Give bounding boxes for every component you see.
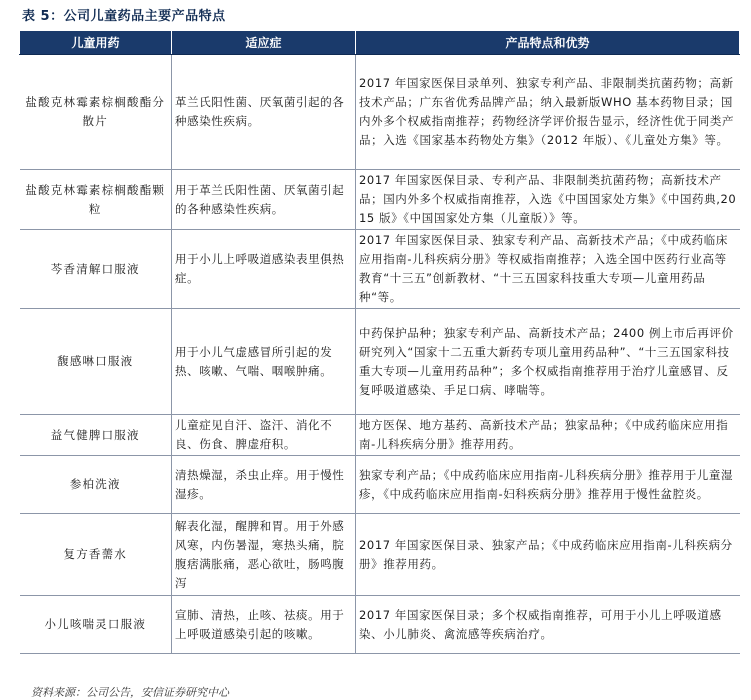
drug-name-cell: 复方香薷水	[20, 514, 172, 596]
table-row	[20, 456, 740, 514]
indication-cell: 宣肺、清热，止咳、祛痰。用于上呼吸道感染引起的咳嗽。	[172, 596, 356, 654]
features-cell: 2017 年国家医保目录、独家专利产品、高新技术产品；《中成药临床应用指南-儿科疾病分册》等权威指南推荐；入选全国中医药行业高等教育“十三五”创新教材、“十三五国家科技重大专项—儿童用药品种“等。	[356, 230, 740, 309]
table-row	[20, 415, 740, 456]
indication-cell: 解表化湿，醒脾和胃。用于外感风寒，内伤暑湿，寒热头痛，脘腹痞满胀痛，恶心欲吐，肠鸣腹泻	[172, 514, 356, 596]
drug-name-cell: 盐酸克林霉素棕榈酸酯分散片	[20, 55, 172, 170]
features-cell: 独家专利产品；《中成药临床应用指南-儿科疾病分册》推荐用于儿童湿疹，《中成药临床应用指南-妇科疾病分册》推荐用于慢性盆腔炎。	[356, 456, 740, 514]
drug-name-cell: 盐酸克林霉素棕榈酸酯颗粒	[20, 170, 172, 230]
drug-name-cell: 小儿咳喘灵口服液	[20, 596, 172, 654]
drug-name-cell: 芩香清解口服液	[20, 230, 172, 309]
header-features: 产品特点和优势	[356, 31, 740, 55]
features-cell: 2017 年国家医保目录；多个权威指南推荐，可用于小儿上呼吸道感染、小儿肺炎、禽流感等疾病治疗。	[356, 596, 740, 654]
table-header-row	[20, 31, 740, 55]
source-note: 资料来源：公司公告，安信证券研究中心	[31, 686, 229, 699]
header-indication: 适应症	[172, 31, 356, 55]
table-row	[20, 309, 740, 415]
features-cell: 中药保护品种；独家专利产品、高新技术产品；2400 例上市后再评价研究列入“国家十二五重大新药专项儿童用药品种”、“十三五国家科技重大专项—儿童用药品种”；多个权威指南推荐用于治疗儿童感冒、反复呼吸道感染、手足口病、哮喘等。	[356, 309, 740, 415]
indication-cell: 用于小儿气虚感冒所引起的发热、咳嗽、气喘、咽喉肿痛。	[172, 309, 356, 415]
indication-cell: 儿童症见自汗、盗汗、消化不良、伤食、脾虚疳积。	[172, 415, 356, 456]
product-table	[19, 30, 740, 654]
indication-cell: 用于小儿上呼吸道感染表里俱热症。	[172, 230, 356, 309]
features-cell: 2017 年国家医保目录单列、独家专利产品、非限制类抗菌药物；高新技术产品；广东省优秀品牌产品；纳入最新版WHO 基本药物目录；国内外多个权威指南推荐；药物经济学评价报告显示，经济性优于同类产品；入选《国家基本药物处方集》（2012 年版）、《儿童处方集》等。	[356, 55, 740, 170]
indication-cell: 用于革兰氏阳性菌、厌氧菌引起的各种感染性疾病。	[172, 170, 356, 230]
features-cell: 地方医保、地方基药、高新技术产品；独家品种；《中成药临床应用指南-儿科疾病分册》推荐用药。	[356, 415, 740, 456]
table-row	[20, 514, 740, 596]
features-cell: 2017 年国家医保目录、专利产品、非限制类抗菌药物；高新技术产品；国内外多个权威指南推荐，入选《中国国家处方集》《中国药典,2015 版》《中国国家处方集（儿童版）》等。	[356, 170, 740, 230]
header-drug: 儿童用药	[20, 31, 172, 55]
indication-cell: 清热燥湿，杀虫止痒。用于慢性湿疹。	[172, 456, 356, 514]
table-row	[20, 596, 740, 654]
indication-cell: 革兰氏阳性菌、厌氧菌引起的各种感染性疾病。	[172, 55, 356, 170]
table-row	[20, 230, 740, 309]
drug-name-cell: 益气健脾口服液	[20, 415, 172, 456]
table-title: 表 5：公司儿童药品主要产品特点	[22, 9, 226, 24]
table-row	[20, 55, 740, 170]
drug-name-cell: 馥感啉口服液	[20, 309, 172, 415]
drug-name-cell: 参柏洗液	[20, 456, 172, 514]
table-row	[20, 170, 740, 230]
features-cell: 2017 年国家医保目录、独家产品；《中成药临床应用指南-儿科疾病分册》推荐用药。	[356, 514, 740, 596]
